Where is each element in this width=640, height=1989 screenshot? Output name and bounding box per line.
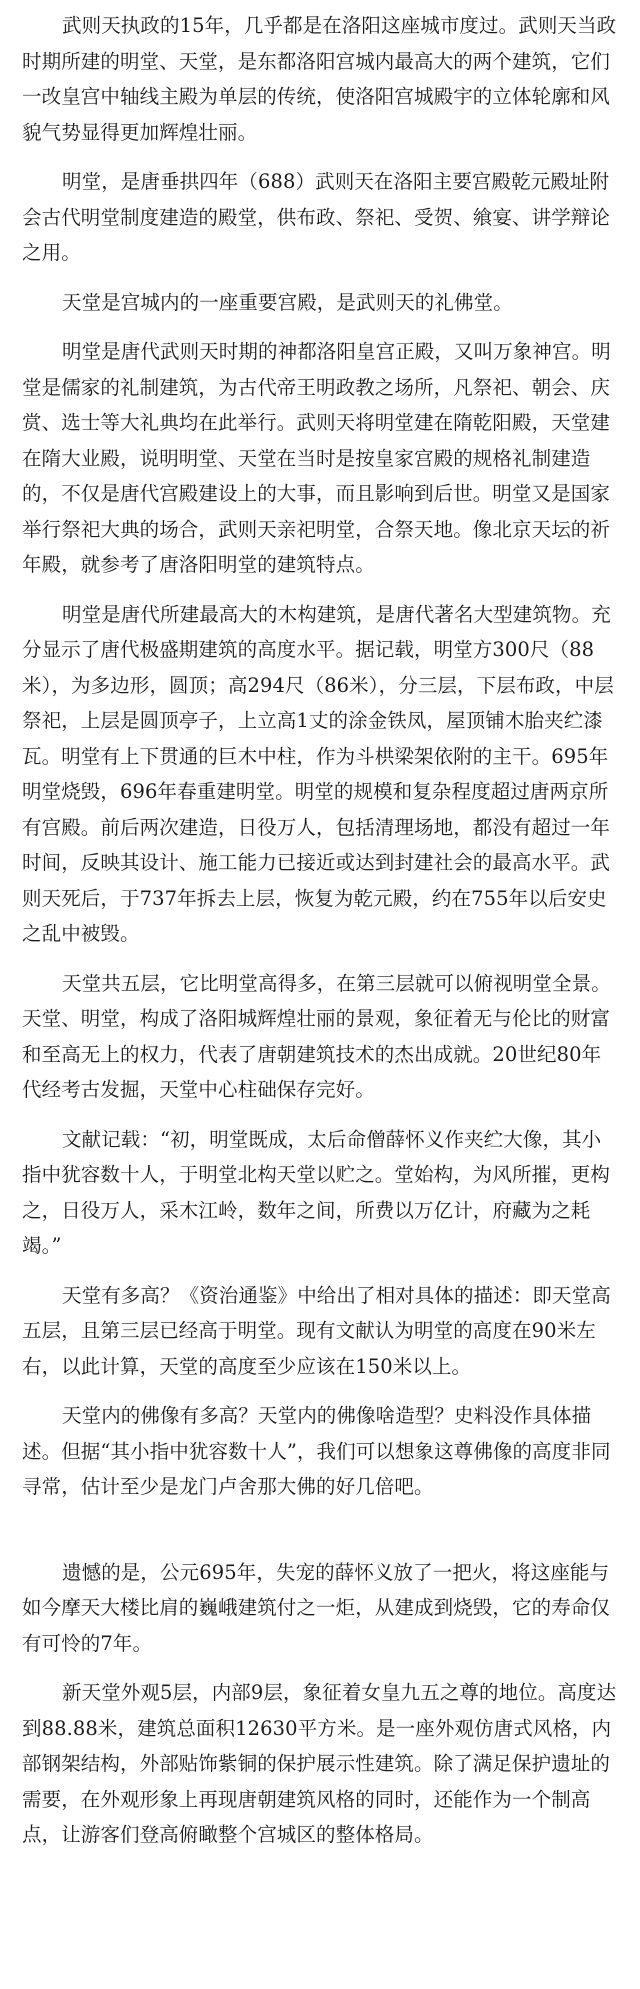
paragraph-mingtang-history: 明堂是唐代武则天时期的神都洛阳皇宫正殿，又叫万象神宫。明堂是儒家的礼制建筑，为古代帝王明政教之场所，凡祭祀、朝会、庆赏、选士等大礼典均在此举行。武则天将明堂建在隋乾阳殿，天堂建在隋大业殿，说明明堂、天堂在当时是按皇家宫殿的规格礼制建造的，不仅是唐代宫殿建设上的大事，而且影响到后世。明堂又是国家举行祭祀大典的场合，武则天亲祀明堂，合祭天地。像北京天坛的祈年殿，就参考了唐洛阳明堂的建筑特点。 bbox=[22, 340, 611, 576]
paragraph-mingtang-definition: 明堂，是唐垂拱四年（688）武则天在洛阳主要宫殿乾元殿址附会古代明堂制度建造的殿堂，供布政、祭祀、受贺、飨宴、讲学辩论之用。 bbox=[22, 170, 611, 264]
paragraph-intro: 武则天执政的15年，几乎都是在洛阳这座城市度过。武则天当政时期所建的明堂、天堂，是东都洛阳宫城内最高大的两个建筑，它们一改皇宫中轴线主殿为单层的传统，使洛阳宫城殿宇的立体轮廓和风貌气势显得更加辉煌壮丽。 bbox=[22, 14, 617, 144]
paragraph-tiantang-structure: 天堂共五层，它比明堂高得多，在第三层就可以俯视明堂全景。天堂、明堂，构成了洛阳城辉煌壮丽的景观，象征着无与伦比的财富和至高无上的权力，代表了唐朝建筑技术的杰出成就。20世纪80年代经考古发掘，天堂中心柱础保存完好。 bbox=[22, 971, 611, 1101]
paragraph-buddha-statue: 天堂内的佛像有多高？天堂内的佛像啥造型？史料没作具体描述。但据“其小指中犹容数十人”，我们可以想象这尊佛像的高度非同寻常，估计至少是龙门卢舍那大佛的好几倍吧。 bbox=[22, 1404, 611, 1498]
paragraph-fire-destruction: 遗憾的是，公元695年，失宠的薛怀义放了一把火，将这座能与如今摩天大楼比肩的巍峨建筑付之一炬，从建成到烧毁，它的寿命仅有可怜的7年。 bbox=[22, 1560, 611, 1655]
paragraph-tiantang-definition: 天堂是宫城内的一座重要宫殿，是武则天的礼佛堂。 bbox=[62, 290, 513, 314]
paragraph-tiantang-height: 天堂有多高？《资治通鉴》中给出了相对具体的描述：即天堂高五层，且第三层已经高于明堂。现有文献认为明堂的高度在90米左右，以此计算，天堂的高度至少应该在150米以上。 bbox=[22, 1283, 611, 1378]
paragraph-new-tiantang: 新天堂外观5层，内部9层，象征着女皇九五之尊的地位。高度达到88.88米，建筑总面积12630平方米。是一座外观仿唐式风格，内部钢架结构，外部贴饰紫铜的保护展示性建筑。除了满足保护遗址的需要，在外观形象上再现唐朝建筑风格的同时，还能作为一个制高点，让游客们登高俯瞰整个宫城区的整体格局。 bbox=[22, 1681, 617, 1846]
paragraph-historical-record: 文献记载：“初，明堂既成，太后命僧薛怀义作夹纻大像，其小指中犹容数十人，于明堂北构天堂以贮之。堂始构，为风所摧，更构之，日役万人，采木江岭，数年之间，所费以万亿计，府藏为之耗竭。” bbox=[22, 1127, 611, 1257]
paragraph-spacer bbox=[22, 1519, 618, 1555]
paragraph-mingtang-structure: 明堂是唐代所建最高大的木构建筑，是唐代著名大型建筑物。充分显示了唐代极盛期建筑的高度水平。据记载，明堂方300尺（88米），为多边形，圆顶；高294尺（86米），分三层，下层布政，中层祭祀，上层是圆顶亭子，上立高1丈的涂金铁凤，屋顶铺木胎夹纻漆瓦。明堂有上下贯通的巨木中柱，作为斗栱梁架依附的主干。695年明堂烧毁，696年春重建明堂。明堂的规模和复杂程度超过唐两京所有宫殿。前后两次建造，日役万人，包括清理场地，都没有超过一年时间，反映其设计、施工能力已接近或达到封建社会的最高水平。武则天死后，于737年拆去上层，恢复为乾元殿，约在755年以后安史之乱中被毁。 bbox=[22, 602, 614, 945]
